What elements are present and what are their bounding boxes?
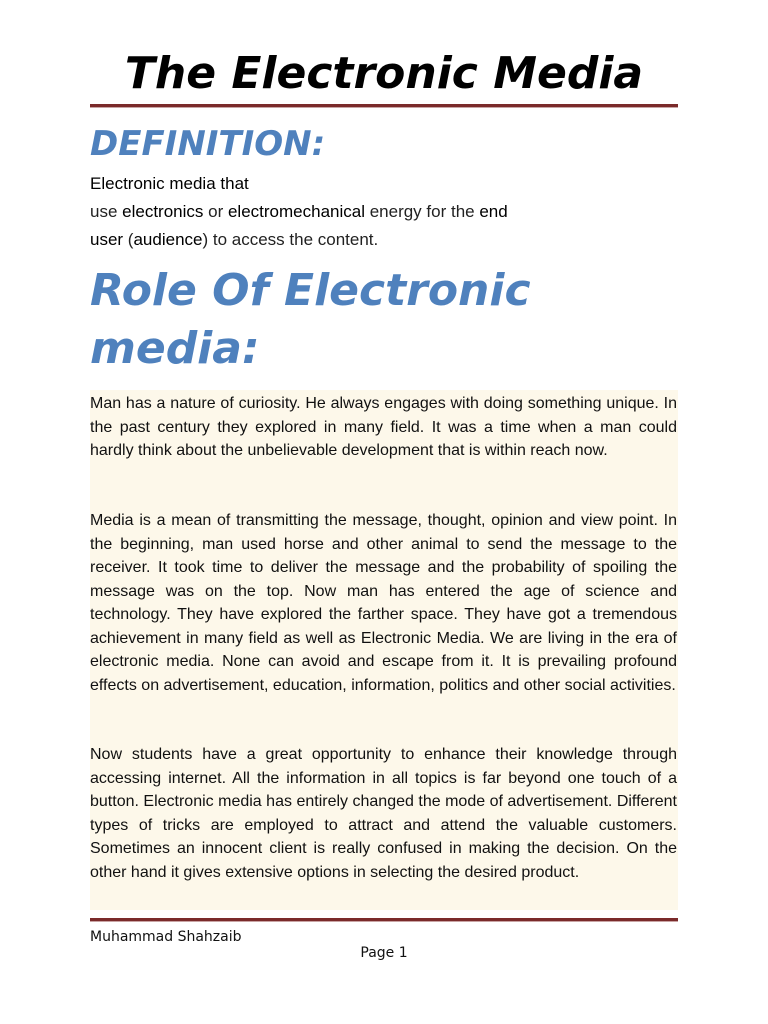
footer-author: Muhammad Shahzaib [90, 929, 242, 945]
definition-line-1: Electronic media that [90, 174, 249, 193]
link-electromechanical: electromechanical [227, 202, 365, 221]
paragraph-3: Now students have a great opportunity to enhance their knowledge through accessing internet. All the information in all topics is far beyond one touch of a button. Electronic media has entirely changed the mode of advertisement. Different types of tricks are employed to attract and attend the valuable customers. Sometimes an innocent client is really confused in making the decision. On the other hand it gives extensive options in selecting the desired product. [90, 746, 677, 881]
paragraph-1: Man has a nature of curiosity. He always engages with doing something unique. In the past century they explored in many field. It was a time when a man could hardly think about the unbelievable development that is within reach now. [90, 395, 677, 459]
definition-line-3: user (audience) to access the content. [90, 230, 379, 249]
link-electronics: electronics [122, 202, 204, 221]
page-title: The Electronic Media [124, 48, 644, 99]
footer-divider [90, 918, 678, 922]
link-audience: audience [133, 230, 203, 249]
page-number: Page 1 [360, 945, 408, 961]
paragraph-2: Media is a mean of transmitting the message, thought, opinion and view point. In the beginning, man used horse and other animal to send the message to the receiver. It took time to deliver the message and the probability of spoiling the message was on the top. Now man has entered the age of science and technology. They have explored the farther space. They have got a tremendous achievement in many field as well as Electronic Media. We are living in the era of electronic media. None can avoid and escape from it. It is prevailing profound effects on advertisement, education, information, politics and other social activities. [90, 512, 677, 694]
definition-line-2: use electronics or electromechanical energy for the end [90, 202, 508, 221]
title-divider [90, 104, 678, 108]
definition-text [90, 170, 690, 254]
definition-heading: DEFINITION: [90, 124, 326, 164]
link-end-user: end [479, 202, 508, 221]
role-heading: Role Of Electronic media: [90, 265, 531, 374]
